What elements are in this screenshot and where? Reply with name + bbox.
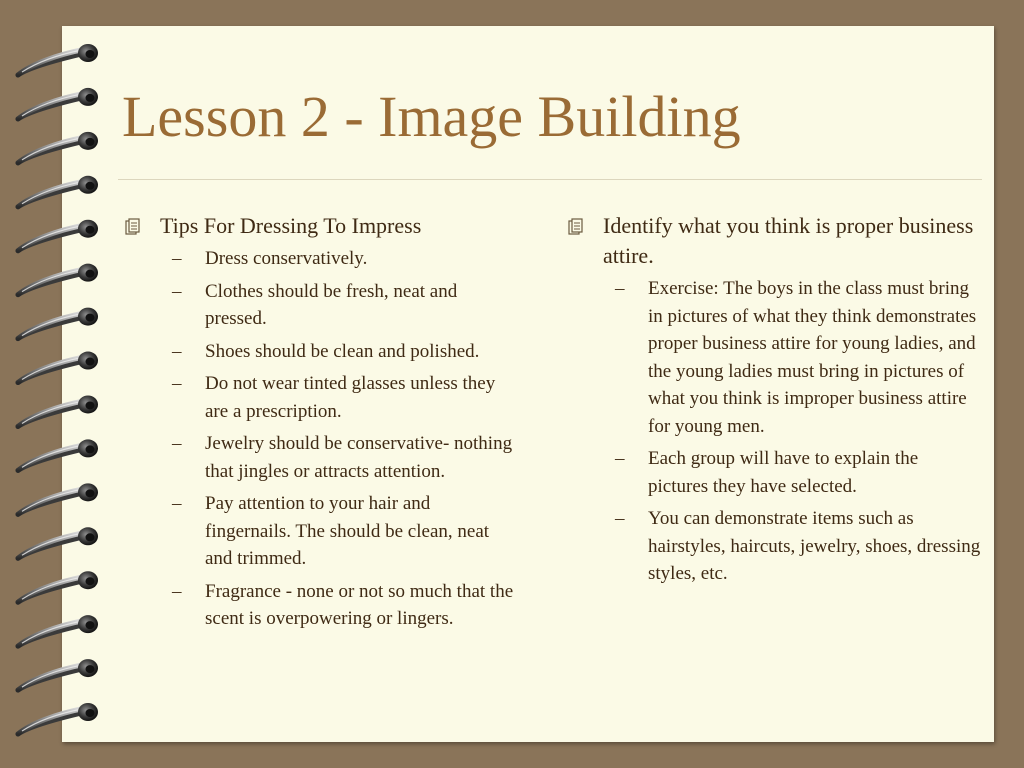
- spiral-ring: [18, 352, 98, 383]
- left-subitems: [120, 245, 520, 633]
- list-item: – Fragrance - none or not so much that the scent is overpowering or lingers.: [172, 580, 514, 629]
- spiral-ring: [18, 264, 98, 295]
- right-main-bullet: [563, 211, 983, 271]
- spiral-ring: [18, 659, 98, 690]
- book-icon: [123, 217, 143, 237]
- right-column: [563, 211, 983, 593]
- list-item: – Jewelry should be conservative- nothing that jingles or attracts attention.: [172, 433, 513, 482]
- spiral-ring: [18, 483, 98, 514]
- right-main-bullet-text: Identify what you think is proper business attire.: [603, 213, 974, 268]
- spiral-ring: [18, 703, 98, 734]
- spiral-ring: [18, 527, 98, 558]
- list-item: – Each group will have to explain the pictures they have selected.: [615, 448, 919, 497]
- spiral-ring: [18, 571, 98, 602]
- spiral-ring: [18, 439, 98, 470]
- list-item: – Dress conservatively.: [172, 248, 368, 269]
- list-item: – Exercise: The boys in the class must bring in pictures of what they think demonstrates proper business attire for young ladies, and the young ladies must bring in pictures of what you think is improper business attire for young men.: [615, 278, 977, 437]
- spiral-binding: [0, 0, 120, 768]
- title-divider: [118, 179, 982, 180]
- spiral-ring: [18, 220, 98, 251]
- left-column: [120, 211, 520, 638]
- spiral-ring: [18, 44, 98, 75]
- left-main-bullet-text: Tips For Dressing To Impress: [160, 213, 422, 238]
- spiral-ring: [18, 132, 98, 163]
- spiral-ring: [18, 88, 98, 119]
- book-icon: [566, 217, 586, 237]
- list-item: – Pay attention to your hair and fingernails. The should be clean, neat and trimmed.: [172, 493, 490, 569]
- left-main-bullet: [120, 211, 520, 241]
- slide-title: Lesson 2 - Image Building: [122, 84, 741, 149]
- list-item: – Shoes should be clean and polished.: [172, 340, 480, 362]
- list-item: – You can demonstrate items such as hairstyles, haircuts, jewelry, shoes, dressing styles, etc.: [615, 508, 981, 584]
- right-subitems: [563, 275, 983, 588]
- list-item: – Do not wear tinted glasses unless they are a prescription.: [172, 373, 496, 422]
- spiral-ring: [18, 176, 98, 207]
- spiral-ring: [18, 308, 98, 339]
- spiral-ring: [18, 395, 98, 426]
- spiral-ring: [18, 615, 98, 646]
- list-item: – Clothes should be fresh, neat and pressed.: [172, 280, 458, 329]
